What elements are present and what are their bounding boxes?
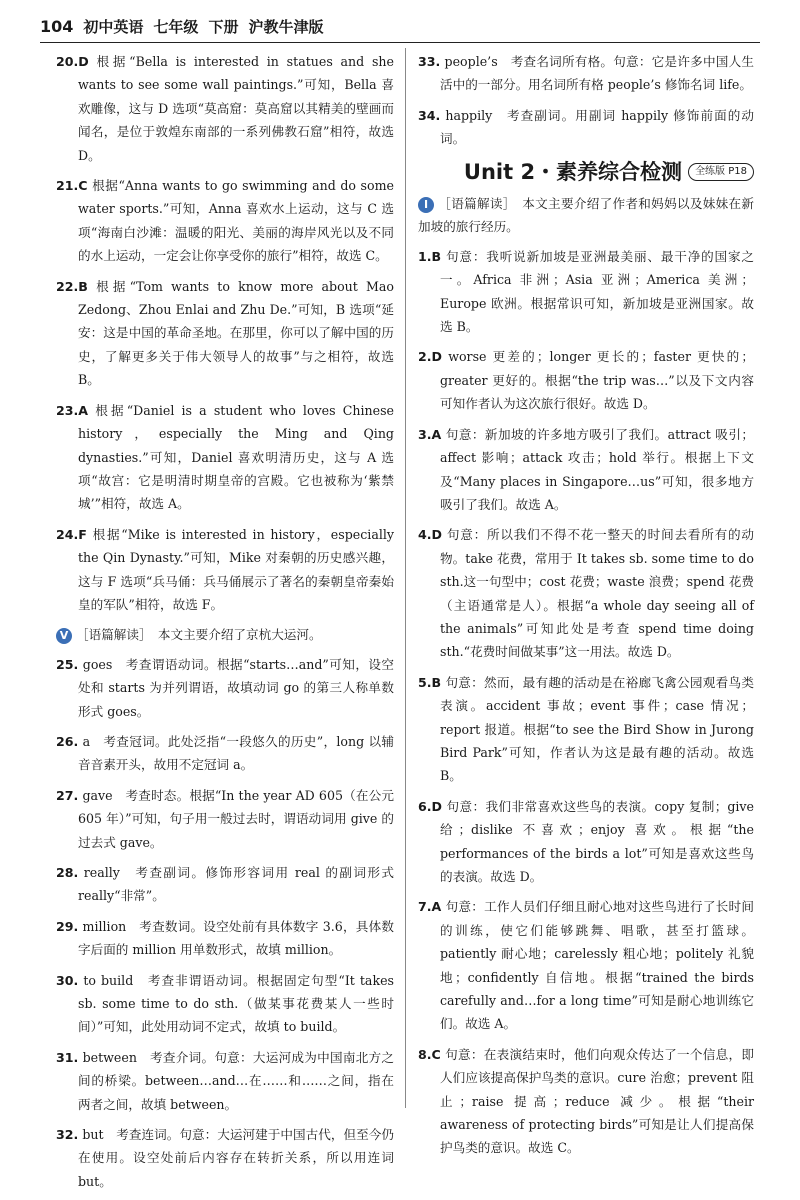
answer-text: 句意：然而，最有趣的活动是在裕廊飞禽公园观看鸟类表演。accident 事故；event 事件；case 情况；report 报道。根据“to see the Bird Show in Jurong Bird Park”可知，作者认为这是最有趣的活动。故选 B。 [440,674,754,784]
answer-text: happily 考查副词。用副词 happily 修饰前面的动词。 [440,107,754,147]
reading-summary-i [418,192,754,239]
answer-text: 句意：所以我们不得不花一整天的时间去看所有的动物。take 花费，常用于 It takes sb. some time to do sth.这一句型中；cost 花费；waste 浪费；spend 花费（主语通常是人）。根据“a whole day seeing all of the animals”可知此处是考查 spend time doing sth.“花费时间做某事”这一用法。故选 D。 [440,527,755,660]
reading-summary-v [56,623,394,646]
answer-item [56,1123,394,1193]
answer-text: 句意：新加坡的许多地方吸引了我们。attract 吸引；affect 影响；attack 攻击；hold 举行。根据上下文及“Many places in Singapore…us”可知，很多地方吸引了我们。故选 A。 [440,426,754,512]
reading-label: ［语篇解读］ [76,627,146,643]
answer-text: gave 考查时态。根据“In the year AD 605（在公元 605 年）”可知，句子用一般过去时，谓语动词用 give 的过去式 gave。 [78,787,394,850]
answer-number: 4.D [418,527,443,543]
answer-item [418,795,754,889]
answer-item [56,915,394,962]
term-label: 下册 [208,17,239,36]
answer-number: 5.B [418,674,442,690]
answer-item [56,653,394,723]
answer-item [418,895,754,1035]
grade-label: 七年级 [153,17,199,36]
answer-text: million 考查数词。设空处前有具体数字 3.6，具体数字后面的 million 用单数形式，故填 million。 [78,918,394,958]
answer-number: 31. [56,1049,79,1065]
answer-number: 27. [56,787,79,803]
answer-item [418,50,754,97]
page-number: 104 [40,16,74,36]
answer-item [56,50,394,167]
answer-text: worse 更差的；longer 更长的；faster 更快的；greater 更好的。根据“the trip was…”以及下文内容可知作者认为这次旅行很好。故选 D。 [440,349,754,412]
answer-number: 3.A [418,426,442,442]
reading-text: 本文主要介绍了京杭大运河。 [157,627,322,643]
answer-text: 句意：在表演结束时，他们向观众传达了一个信息，即人们应该提高保护鸟类的意识。cure 治愈；prevent 阻止；raise 提高；reduce 减少。根据“their awareness of protecting birds”可知是让人们提高保护鸟类的意识。故选 C。 [440,1046,754,1156]
answer-number: 25. [56,656,79,672]
answer-item [418,245,754,339]
answer-text: 根据“Daniel is a student who loves Chinese history，especially the Ming and Qing dynasties.”可知，Daniel 喜欢明清历史，这与 A 选项“故宫：它是明清时期皇帝的宫殿。它也被称为‘紫禁城’”相符，故选 A。 [78,402,394,512]
answer-number: 6.D [418,798,443,814]
answer-text: 句意：我们非常喜欢这些鸟的表演。copy 复制；give 给；dislike 不喜欢；enjoy 喜欢。根据“the performances of the birds a lot”可知是喜欢这些鸟的表演。故选 D。 [440,798,754,884]
answer-number: 34. [418,107,441,123]
answer-number: 22.B [56,278,88,294]
page-header [40,14,323,38]
header-rule [40,42,760,43]
answer-item [56,275,394,392]
answer-number: 33. [418,54,441,69]
answer-item [418,423,754,517]
answer-item [56,174,394,268]
answer-item [56,1046,394,1116]
answer-item [418,104,754,151]
reading-label: ［语篇解读］ [438,196,510,212]
answer-text: 句意：我听说新加坡是亚洲最美丽、最干净的国家之一。Africa 非洲；Asia 亚洲；America 美洲；Europe 欧洲。根据常识可知，新加坡是亚洲国家。故选 B。 [440,248,754,335]
answer-number: 28. [56,865,79,880]
answer-item [418,671,754,788]
left-column [56,50,394,1200]
answer-item [418,523,754,663]
section-tag: 全练版 P18 [688,163,754,181]
right-column [418,50,754,1167]
answer-text: to build 考查非谓语动词。根据固定句型“It takes sb. some time to do sth.（做某事花费某人一些时间）”可知，此处用动词不定式，故填 to build。 [78,972,394,1035]
answer-number: 26. [56,733,79,749]
column-divider [405,48,406,1108]
answer-number: 20.D [56,54,89,69]
answer-text: 根据“Tom wants to know more about Mao Zedong、Zhou Enlai and Zhu De.”可知，B 选项“延安：这是中国的革命圣地。在那里，你可以了解中国的历史，了解更多关于伟大领导人的故事”与之相符，故选 B。 [78,278,394,388]
section-badge-icon: I [418,197,434,213]
answer-number: 30. [56,972,79,988]
section-title-text: Unit 2・素养综合检测 [463,159,683,184]
answer-text: 根据“Mike is interested in history，especially the Qin Dynasty.”可知，Mike 对秦朝的历史感兴趣，这与 F 选项“兵马俑：兵马俑展示了著名的秦朝皇帝秦始皇的军队”相符，故选 F。 [78,526,394,612]
answer-number: 2.D [418,349,443,365]
answer-text: a 考查冠词。此处泛指“一段悠久的历史”，long 以辅音音素开头，故用不定冠词 a。 [78,733,394,773]
answer-text: people’s 考查名词所有格。句意：它是许多中国人生活中的一部分。用名词所有格 people’s 修饰名词 life。 [440,54,754,93]
answer-number: 8.C [418,1046,441,1062]
section-title [418,161,754,184]
answer-number: 29. [56,918,79,934]
answer-number: 1.B [418,248,442,264]
answer-number: 23.A [56,402,89,418]
answer-item [418,1043,754,1160]
answer-item [56,523,394,617]
edition-label: 沪教牛津版 [248,17,324,36]
answer-text: but 考查连词。句意：大运河建于中国古代，但至今仍在使用。设空处前后内容存在转折关系，所以用连词 but。 [78,1127,394,1189]
reading-text: 本文主要介绍了作者和妈妈以及妹妹在新加坡的旅行经历。 [418,196,755,235]
answer-item [56,399,394,516]
answer-item [56,784,394,854]
answer-number: 24.F [56,526,87,542]
answer-text: 句意：工作人员们仔细且耐心地对这些鸟进行了长时间的训练，使它们能够跳舞、唱歌，甚至打篮球。patiently 耐心地；carelessly 粗心地；politely 礼貌地；confidently 自信地。根据“trained the birds carefully and…for a long time”可知是耐心地训练它们。故选 A。 [440,899,754,1032]
answer-number: 21.C [56,178,88,194]
answer-item [418,345,754,415]
answer-item [56,861,394,908]
answer-text: really 考查副词。修饰形容词用 real 的副词形式 really“非常”。 [78,865,394,904]
answer-text: between 考查介词。句意：大运河成为中国南北方之间的桥梁。between…and…在……和……之间，指在两者之间，故填 between。 [78,1049,394,1112]
section-badge-icon: V [56,628,72,644]
subject-title: 初中英语 [83,17,144,36]
answer-item [56,969,394,1039]
answer-number: 32. [56,1127,79,1143]
answer-text: 根据“Bella is interested in statues and she wants to see some wall paintings.”可知，Bella 喜欢雕像，这与 D 选项“莫高窟：莫高窟以其精美的壁画而闻名，是位于敦煌东南部的一系列佛教石窟”相符，故选 D。 [78,54,394,163]
answer-item [56,730,394,777]
answer-text: 根据“Anna wants to go swimming and do some water sports.”可知，Anna 喜欢水上运动，这与 C 选项“海南白沙滩：温暖的阳光、美丽的海岸风光以及不同的水上运动，一定会让你享受你的旅行”相符，故选 C。 [78,178,394,264]
answer-text: goes 考查谓语动词。根据“starts…and”可知，设空处和 starts 为并列谓语，故填动词 go 的第三人称单数形式 goes。 [78,656,394,719]
answer-number: 7.A [418,899,442,915]
